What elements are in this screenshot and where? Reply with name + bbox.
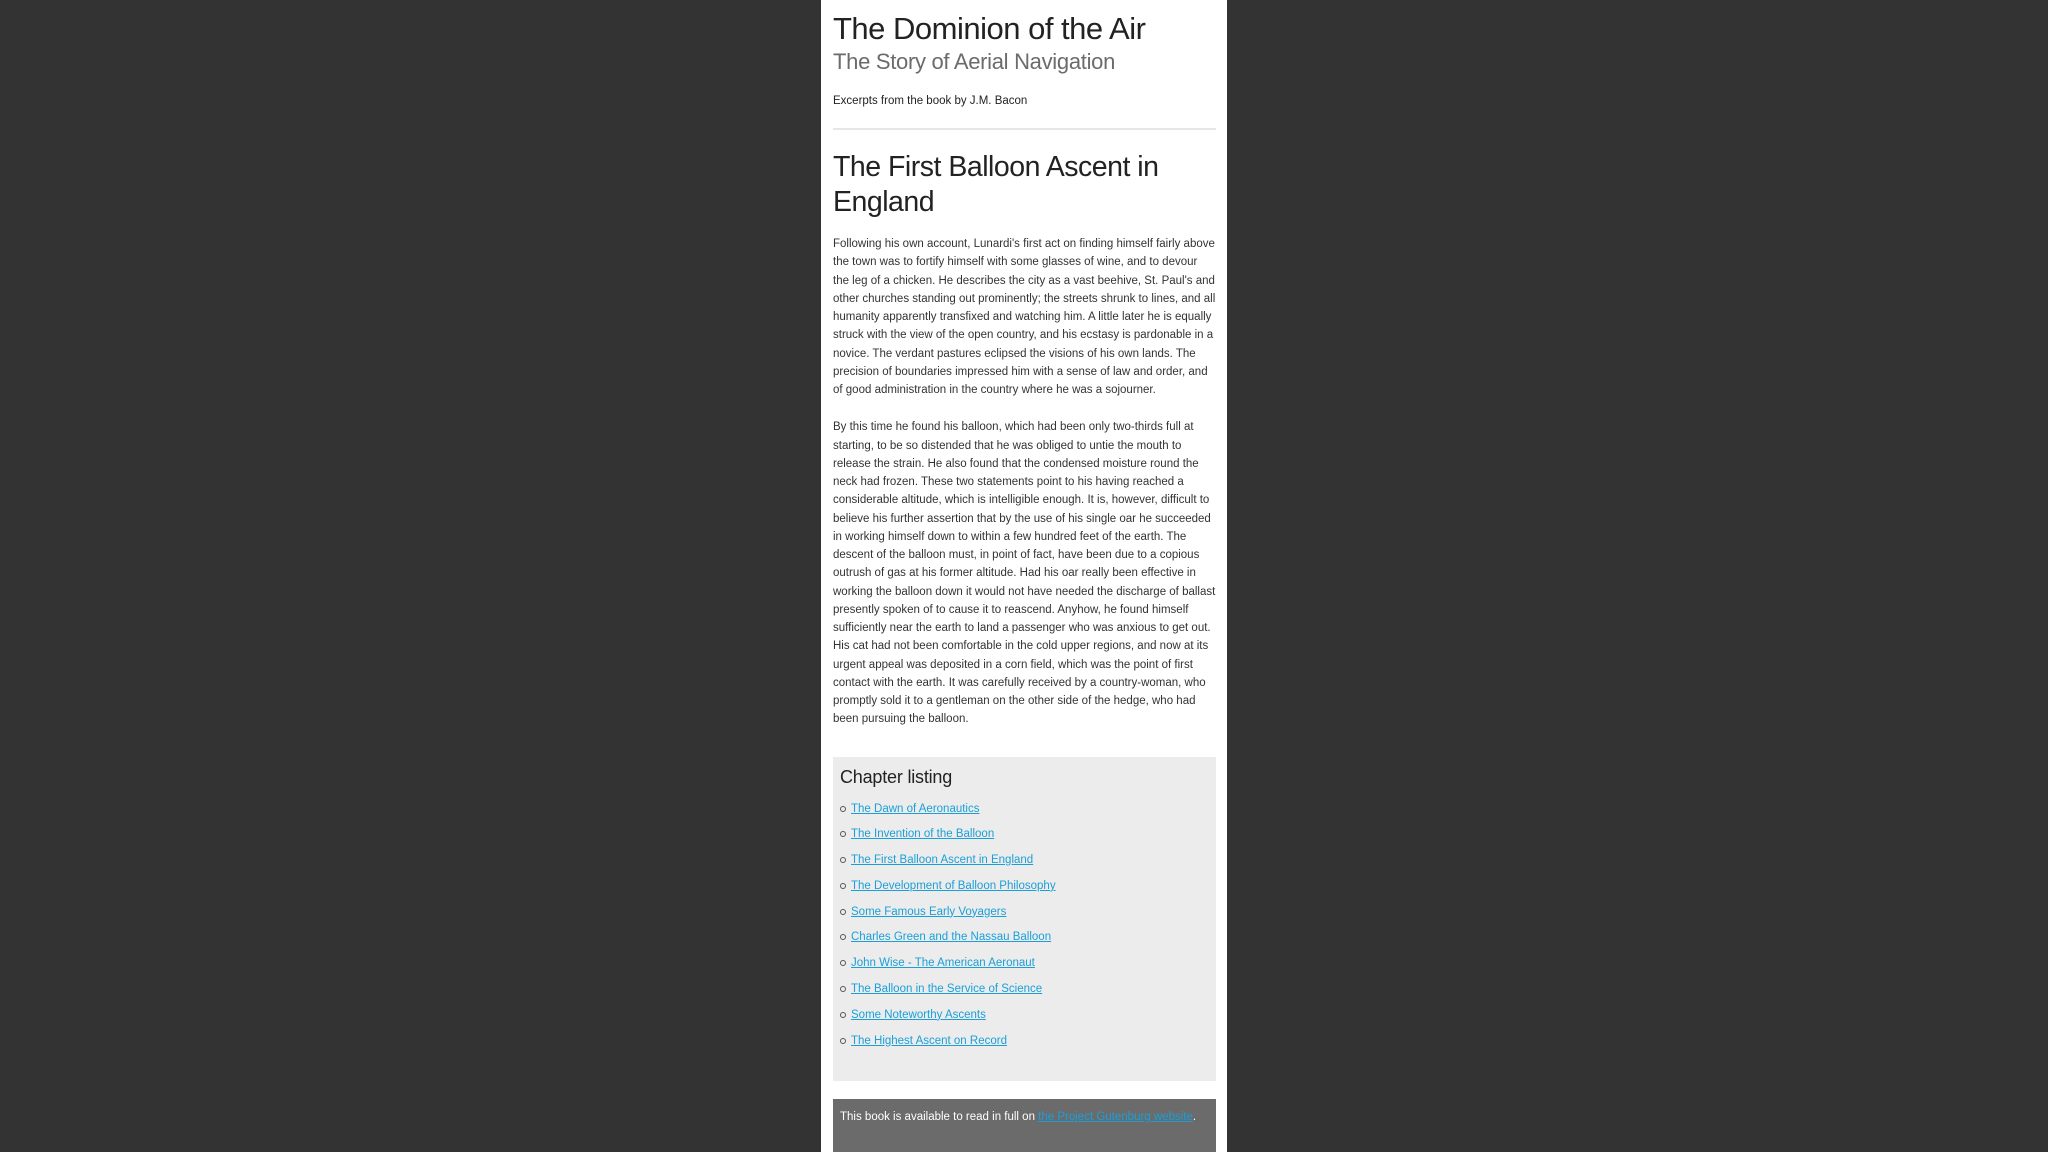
chapter-list-item (840, 981, 1056, 1007)
chapter-list-item (840, 904, 1056, 930)
chapter-link-noteworthy-ascents[interactable]: Some Noteworthy Ascents (851, 1008, 986, 1021)
page-content (833, 0, 1216, 1081)
bullet-icon (840, 883, 846, 889)
chapter-link-service-of-science[interactable]: The Balloon in the Service of Science (851, 983, 1043, 996)
chapter-link-early-voyagers[interactable]: Some Famous Early Voyagers (851, 905, 1007, 918)
bullet-icon (840, 1012, 846, 1018)
chapter-link-highest-ascent[interactable]: The Highest Ascent on Record (851, 1034, 1007, 1047)
bullet-icon (840, 960, 846, 966)
chapter-link-invention-of-the-balloon[interactable]: The Invention of the Balloon (851, 828, 995, 841)
chapter-list-item (840, 1033, 1056, 1059)
article-paragraph-1: Following his own account, Lunardi's first act on finding himself fairly above the town was to fortify himself with some glasses of wine, and to devour the leg of a chicken. He describes the city as a vast beehive, St. Paul's and other churches standing out prominently; the streets shrunk to lines, and all humanity apparently transfixed and watching him. A little later he is equally struck with the view of the open country, and his ecstasy is pardonable in a novice. The verdant pastures eclipsed the visions of his own lands. The precision of boundaries impressed him with a sense of law and order, and of good administration in the country where he was a sojourner. (833, 238, 1216, 396)
footer-text-after-link: . (1192, 1111, 1197, 1123)
chapter-list-item (840, 801, 1056, 827)
bullet-icon (840, 806, 846, 812)
footer-text-before-link: This book is available to read in full on (840, 1111, 1039, 1123)
excerpt-note: Excerpts from the book by J.M. Bacon (833, 95, 1028, 107)
chapter-listing-panel (833, 757, 1216, 1081)
chapter-list-item (840, 955, 1056, 981)
chapter-list (840, 801, 1056, 1059)
chapter-link-charles-green[interactable]: Charles Green and the Nassau Balloon (851, 931, 1052, 944)
chapter-list-item (840, 929, 1056, 955)
chapter-link-dawn-of-aeronautics[interactable]: The Dawn of Aeronautics (851, 802, 980, 815)
bullet-icon (840, 857, 846, 863)
chapter-list-item (840, 878, 1056, 904)
chapter-heading: The First Balloon Ascent in England (833, 151, 1159, 218)
header-divider (833, 128, 1216, 130)
chapter-link-first-balloon-ascent[interactable]: The First Balloon Ascent in England (851, 854, 1034, 867)
footer-box (833, 1099, 1216, 1152)
chapter-list-item (840, 852, 1056, 878)
gutenberg-link[interactable]: the Project Gutenburg website (1038, 1111, 1193, 1123)
bullet-icon (840, 986, 846, 992)
bullet-icon (840, 934, 846, 940)
article-paragraph-2: By this time he found his balloon, which had been only two-thirds full at starting, to be so distended that he was obliged to untie the mouth to release the strain. He also found that the condensed moisture round the neck had frozen. These two statements point to his having reached a considerable altitude, which is intelligible enough. It is, however, difficult to believe his further assertion that by the use of his single oar he succeeded in working himself down to within a few hundred feet of the earth. The descent of the balloon must, in point of fact, have been due to a copious outrush of gas at his former altitude. Had his oar really been effective in working the balloon down it would not have needed the discharge of ballast presently spoken of to cause it to reascend. Anyhow, he found himself sufficiently near the earth to land a passenger who was anxious to get out. His cat had not been comfortable in the cold upper regions, and now at its urgent appeal was deposited in a corn field, which was the point of first contact with the earth. It was carefully received by a country-woman, who promptly sold it to a gentleman on the other side of the hedge, who had been pursuing the balloon. (833, 421, 1216, 726)
book-subtitle: The Story of Aerial Navigation (833, 49, 1116, 74)
book-title: The Dominion of the Air (833, 11, 1146, 46)
footer-text (840, 1109, 1196, 1125)
page-column[interactable] (821, 0, 1227, 1152)
bullet-icon (840, 831, 846, 837)
chapter-list-item (840, 1007, 1056, 1033)
bullet-icon (840, 1038, 846, 1044)
chapter-link-balloon-philosophy[interactable]: The Development of Balloon Philosophy (851, 879, 1056, 892)
chapter-list-item (840, 826, 1056, 852)
bullet-icon (840, 909, 846, 915)
chapter-listing-title: Chapter listing (840, 766, 953, 787)
chapter-link-john-wise[interactable]: John Wise - The American Aeronaut (851, 957, 1035, 970)
